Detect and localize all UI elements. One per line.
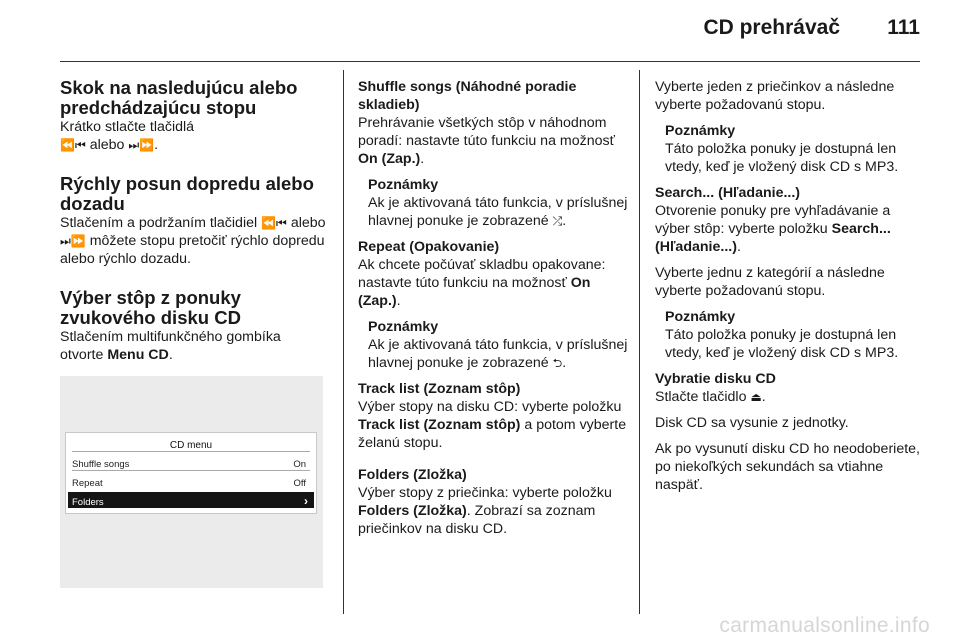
fast-or-text: alebo (290, 215, 326, 231)
menu-row-shuffle[interactable] (72, 454, 306, 470)
folders-text (358, 484, 630, 538)
category-text: Vyberte jednu z kategórií a následne vyberte požadovanú stopu. (655, 265, 885, 299)
search-heading: Search... (Hľadanie...) (655, 185, 801, 201)
menu-row-repeat[interactable] (72, 473, 306, 489)
header-divider (60, 61, 920, 62)
search-text (655, 202, 925, 256)
eject-heading: Vybratie disku CD (655, 371, 776, 387)
chevron-right-icon: › (304, 494, 308, 508)
menu-row-label: Shuffle songs (72, 459, 130, 470)
repeat-text: Ak chcete počúvať skladbu opakovane: nastavte túto funkciu na možnosť On (Zap.). (358, 257, 606, 309)
search-end: . (736, 239, 741, 255)
track-list-heading: Track list (Zoznam stôp) (358, 381, 521, 397)
cd-menu-divider (72, 470, 310, 471)
menu-row-value: On (293, 459, 306, 470)
note-label: Poznámky (368, 177, 439, 193)
eject-end: . (761, 389, 766, 405)
chapter-title: CD prehrávač (703, 16, 840, 39)
section-title-cd-menu: Výber stôp z ponuky zvukového disku CD (60, 287, 241, 328)
note-label: Poznámky (368, 319, 439, 335)
repeat-icon: ⮌ (552, 356, 563, 370)
eject-text-3: Ak po vysunutí disku CD ho neodoberiete, po niekoľkých sekundách sa vtiahne naspäť. (655, 441, 920, 493)
eject-icon: ⏏ (750, 390, 762, 404)
column-1 (60, 78, 328, 588)
track-desc-b: a potom vyberte želanú stopu. (358, 417, 627, 451)
shuffle-text: Prehrávanie všetkých stôp v náhodnom poradí: nastavte túto funkciu na možnosť On (Zap.). (358, 115, 615, 167)
column-divider-1 (343, 70, 344, 614)
cd-menu-title: CD menu (169, 440, 213, 451)
column-2 (358, 78, 630, 546)
menu-row-folders[interactable] (68, 492, 314, 508)
column-divider-2 (639, 70, 640, 614)
menu-row-value: Off (293, 478, 306, 489)
note-text: Ak je aktivovaná táto funkcia, v príslušnej hlavnej ponuke je zobrazené (368, 337, 628, 371)
folders-option: Folders (Zložka) (358, 503, 467, 519)
cd-menu-text: Stlačením multifunkčného gombíka otvorte (60, 329, 281, 363)
eject-desc: Stlačte tlačidlo (655, 389, 747, 405)
note-label: Poznámky (665, 123, 736, 139)
rewind-icon: ⏪⏮ (261, 216, 287, 230)
section-text-cd-menu (60, 328, 328, 364)
page-number: 111 (887, 16, 920, 39)
search-option: Search... (Hľadanie...) (655, 221, 891, 255)
note-shuffle: Poznámky Ak je aktivovaná táto funkcia, v príslušnej hlavnej ponuke je zobrazené ⤮. (368, 176, 630, 230)
repeat-option: On (Zap.) (358, 275, 591, 309)
cd-menu-divider (72, 451, 310, 452)
next-track-icon: ⏭⏩ (128, 138, 155, 152)
note-label: Poznámky (665, 309, 736, 325)
cd-menu-label: Menu CD (107, 347, 169, 363)
fast-text-a: Stlačením a podržaním tlačidiel (60, 215, 258, 231)
watermark: carmanualsonline.info (719, 614, 930, 637)
folders-desc-b: . Zobrazí sa zoznam priečinkov na disku CD. (358, 503, 596, 537)
fast-text-c: môžete stopu pretočiť rýchlo dopredu alebo rýchlo dozadu. (60, 233, 325, 267)
cd-menu-screen (65, 432, 317, 514)
repeat-heading: Repeat (Opakovanie) (358, 239, 500, 255)
section-text-fast (60, 214, 328, 268)
menu-row-label: Repeat (72, 478, 103, 489)
track-option: Track list (Zoznam stôp) (358, 417, 521, 433)
cd-menu-figure (60, 376, 323, 588)
note-text: Táto položka ponuky je dostupná len vtedy, keď je vložený disk CD s MP3. (665, 327, 899, 361)
section-title-fast: Rýchly posun dopredu alebo dozadu (60, 173, 314, 214)
eject-text-2: Disk CD sa vysunie z jednotky. (655, 415, 849, 431)
section-text-skip: Krátko stlačte tlačidlá ⏪⏮ alebo ⏭⏩. (60, 119, 195, 153)
prev-track-icon: ⏪⏮ (60, 138, 86, 152)
note-mp3-2 (665, 308, 925, 362)
search-desc: Otvorenie ponuky pre vyhľadávanie a výber stôp: vyberte položku (655, 203, 891, 237)
repeat-desc: Ak chcete počúvať skladbu opakovane: nastavte túto funkciu na možnosť (358, 257, 606, 291)
skip-text: Krátko stlačte tlačidlá (60, 119, 195, 135)
menu-row-label: Folders (72, 497, 104, 508)
shuffle-option: On (Zap.) (358, 151, 421, 167)
column-3 (655, 78, 925, 502)
cd-menu-end: . (168, 347, 173, 363)
track-list-text (358, 398, 630, 452)
folders-heading: Folders (Zložka) (358, 467, 467, 483)
fast-forward-icon: ⏭⏩ (60, 234, 86, 248)
track-desc-a: Výber stopy na disku CD: vyberte položku (358, 399, 622, 415)
shuffle-desc: Prehrávanie všetkých stôp v náhodnom poradí: nastavte túto funkciu na možnosť (358, 115, 615, 149)
note-repeat: Poznámky Ak je aktivovaná táto funkcia, v príslušnej hlavnej ponuke je zobrazené ⮌. (368, 318, 630, 372)
note-text: Táto položka ponuky je dostupná len vtedy, keď je vložený disk CD s MP3. (665, 141, 899, 175)
eject-text (655, 388, 925, 406)
section-title-skip: Skok na nasledujúcu alebo predchádzajúcu stopu (60, 77, 298, 118)
note-mp3-1 (665, 122, 925, 176)
shuffle-icon: ⤮ (552, 214, 563, 228)
folders-desc-a: Výber stopy z priečinka: vyberte položku (358, 485, 612, 501)
shuffle-heading: Shuffle songs (Náhodné poradie skladieb) (358, 79, 577, 113)
skip-or-text: alebo (89, 137, 125, 153)
note-text: Ak je aktivovaná táto funkcia, v príslušnej hlavnej ponuke je zobrazené (368, 195, 628, 229)
folders-continue-text: Vyberte jeden z priečinkov a následne vyberte požadovanú stopu. (655, 79, 895, 113)
